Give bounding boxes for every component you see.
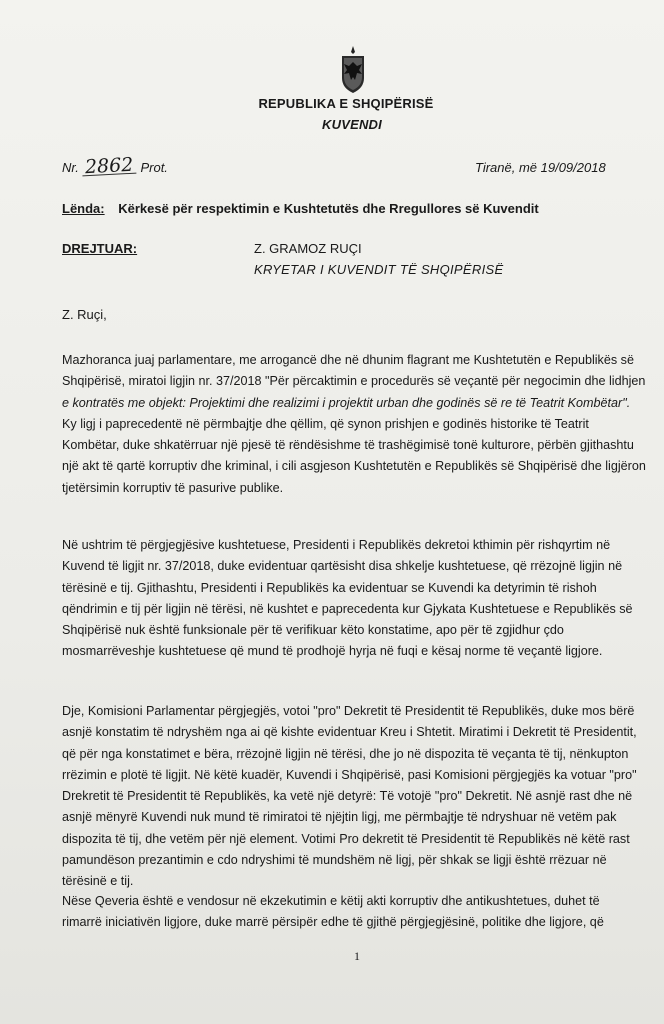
paragraph-line: tjetërsimin korruptiv të pasurive publike. [62,480,284,495]
paragraph-1 [62,350,652,499]
paragraph-line: Kuvend të ligjit nr. 37/2018, duke evidentuar qartësisht disa shkelje kushtetuese, që rrëzojnë ligjin në [62,559,623,574]
paragraph-line: mosmarrëveshje kushtetuese që mund të prodhojë hyrja në fuqi e kësaj norme të veçantë ligjore. [62,644,603,659]
paragraph-line: tërësinë e tij. Gjithashtu, Presidenti i Republikës ka evidentuar se Kuvendi ka detyrimin të rishoh [62,580,597,595]
albanian-eagle-emblem-icon [338,44,368,94]
paragraph-line: Dje, Komisioni Parlamentar përgjegjës, votoi "pro" Dekretit të Presidentit të Republikës, duke mos bërë [62,704,635,718]
paragraph-line: Shqipërisë, miratoi ligjin nr. 37/2018 "Për përcaktimin e procedurës së veçantë për negocimin dhe lidhjen [62,374,646,389]
paragraph-line: asnjë konstatim të ndryshëm nga ai që kishte evidentuar Kreu i Shtetit. Miratimi i Dekretit të Presidentit, [62,725,637,740]
protocol-suffix: Prot. [140,160,168,175]
paragraph-line: asnjë mënyrë Kuvendi nuk mund të rimiratoi të njëjtin ligj, me përmbajtje të ndryshuar në vetëm pak [62,810,617,825]
protocol-handwritten-number: 2862 [82,157,137,177]
paragraph-line: dispozita të tij, dhe vetëm për një element. Votimi Pro dekretit të Presidentit të Republikës në këtë rast [62,831,630,846]
paragraph-line: Mazhoranca juaj parlamentare, me arrogancë dhe në dhunim flagrant me Kushtetutën e Republikës së [62,353,634,367]
paragraph-line: Shqipërisë nuk është funksionale për të verifikuar këto konstatime, apo për të zgjidhur çdo [62,623,564,638]
subject-line [62,201,539,216]
paragraph-line: Në ushtrim të përgjegjësive kushtetuese, Presidenti i Republikës dekretoi kthimin për rishqyrtim në [62,538,611,552]
institution-heading: KUVENDI [322,117,382,132]
paragraph-line: qëndrimin e tij për ligjin në tërësi, në kushtet e paprecedenta kur Gjykata Kushtetuese e Republikës së [62,601,633,616]
paragraph-4 [62,891,652,934]
paragraph-line: pamundëson prezantimin e cdo ndryshimi të mundshëm në ligj, për shkak se ligji është rrëzuar në [62,853,607,868]
paragraph-line: Ky ligj i paprecedentë në përmbajtje dhe qëllim, që synon prishjen e godinës historike të Teatrit [62,416,589,431]
paragraph-line: e kontratës me objekt: Projektimi dhe realizimi i projektit urban dhe godinës së re të Teatrit Kombëtar". [62,395,631,410]
subject-label: Lënda: [62,201,105,216]
protocol-prefix: Nr. [62,160,79,175]
addressee-name: Z. GRAMOZ RUÇI [254,241,362,256]
paragraph-line: Drekretit të Presidentit të Republikës, ka vetë një detyrë: Të votojë "pro" Dekretit. Në asnjë rast dhe në [62,789,633,804]
addressee-title: KRYETAR I KUVENDIT TË SHQIPËRISË [254,262,504,277]
paragraph-line: që për nga konstatimet e bëra, rrëzojnë ligjin në tërësi, dhe jo në dispozita të veçanta të tij, nënkupton [62,746,629,761]
salutation: Z. Ruçi, [62,307,107,322]
addressee-label: DREJTUAR: [62,241,138,256]
paragraph-line: Nëse Qeveria është e vendosur në ekzekutimin e këtij akti korruptiv dhe antikushtetues, duhet të [62,894,600,908]
republic-heading: REPUBLIKA E SHQIPËRISË [258,96,434,111]
paragraph-line: rrëzimin e plotë të ligjit. Në këtë kuadër, Kuvendi i Shqipërisë, pasi Komisioni përgjegjës ka votuar "pro" [62,767,637,782]
place-date: Tiranë, më 19/09/2018 [475,160,606,175]
subject-text: Kërkesë për respektimin e Kushtetutës dhe Rregullores së Kuvendit [118,201,539,216]
protocol-number [62,153,168,179]
paragraph-line: Kombëtar, duke shkatërruar një pjesë të rëndësishme të trashëgimisë tonë kulturore, përbën gjithashtu [62,438,634,453]
paragraph-line: një akt të qartë korruptiv dhe kriminal, i cili asgjeson Kushtetutën e Republikës së Shqipërisë dhe ligjëron [62,459,646,474]
paragraph-2 [62,535,652,663]
page-number: 1 [354,949,360,963]
paragraph-3 [62,701,652,893]
paragraph-line: tërësinë e tij. [62,874,134,889]
paragraph-line: rimarrë iniciativën ligjore, duke marrë përsipër edhe të gjithë përgjegjësinë, politike dhe ligjore, që [62,915,604,930]
